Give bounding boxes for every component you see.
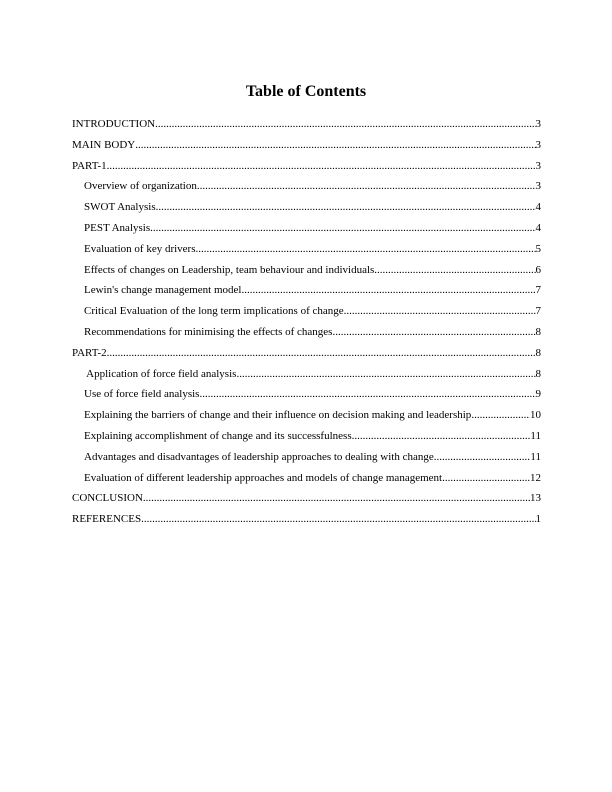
- toc-leader-dots: [150, 218, 535, 239]
- toc-page-number: 3: [535, 118, 541, 130]
- toc-page-number: 3: [535, 159, 541, 172]
- toc-page-number: 13: [530, 492, 541, 505]
- toc-entry[interactable]: [72, 156, 541, 177]
- toc-entry[interactable]: [72, 260, 541, 281]
- toc-leader-dots: [352, 426, 531, 447]
- toc-page-number: 11: [530, 429, 541, 442]
- toc-entry[interactable]: [72, 301, 541, 322]
- toc-leader-dots: [374, 260, 535, 281]
- toc-entry-label: Recommendations for minimising the effects of changes: [84, 325, 333, 338]
- toc-entry[interactable]: [72, 488, 541, 509]
- toc-page-number: 9: [535, 388, 541, 401]
- toc-leader-dots: [442, 468, 530, 489]
- toc-entry[interactable]: [72, 218, 541, 239]
- toc-entry[interactable]: [72, 426, 541, 447]
- toc-page-number: 3: [535, 180, 541, 193]
- toc-entry-label: Explaining the barriers of change and their influence on decision making and leadership: [84, 409, 472, 422]
- toc-entry[interactable]: [72, 468, 541, 489]
- toc-leader-dots: [107, 343, 536, 364]
- toc-page-number: 5: [535, 242, 541, 255]
- toc-page-number: 3: [535, 138, 541, 151]
- toc-entry-label: Overview of organization: [84, 180, 197, 193]
- toc-entry-label: PART-1: [72, 159, 107, 172]
- toc-entry[interactable]: [72, 509, 541, 530]
- toc-leader-dots: [199, 384, 535, 405]
- toc-page-number: 8: [535, 367, 541, 380]
- toc-page-number: 6: [535, 263, 541, 276]
- toc-entry[interactable]: [72, 280, 541, 301]
- toc-entry-label: INTRODUCTION: [72, 118, 156, 130]
- toc-leader-dots: [156, 197, 536, 218]
- toc-entry-label: MAIN BODY: [72, 138, 136, 151]
- toc-page-number: 7: [535, 305, 541, 318]
- toc-page-number: 8: [535, 325, 541, 338]
- toc-page-number: 11: [530, 450, 541, 463]
- toc-entry[interactable]: [72, 405, 541, 426]
- toc-leader-dots: [236, 364, 535, 385]
- toc-page-number: 4: [535, 201, 541, 214]
- toc-leader-dots: [143, 488, 530, 509]
- toc-entry-label: Critical Evaluation of the long term implications of change: [84, 305, 344, 318]
- toc-leader-dots: [196, 239, 536, 260]
- toc-entry-label: Lewin's change management model: [84, 284, 242, 297]
- toc-entry-label: Effects of changes on Leadership, team behaviour and individuals: [84, 263, 375, 276]
- toc-entry-label: PEST Analysis: [84, 221, 151, 234]
- toc-page-number: 1: [535, 513, 541, 526]
- toc-entry[interactable]: [72, 384, 541, 405]
- toc-leader-dots: [241, 280, 535, 301]
- toc-entry-label: Evaluation of different leadership approaches and models of change management: [84, 471, 443, 484]
- toc-entry[interactable]: [72, 176, 541, 197]
- page-title: Table of Contents: [245, 83, 367, 100]
- toc-entry[interactable]: [72, 135, 541, 156]
- toc-entry-label: Application of force field analysis: [84, 367, 237, 380]
- toc-page-number: 7: [535, 284, 541, 297]
- toc-entry[interactable]: [72, 447, 541, 468]
- toc-entry-label: Evaluation of key drivers: [84, 242, 196, 255]
- toc-entry-label: SWOT Analysis: [84, 201, 156, 214]
- toc-entry-label: Explaining accomplishment of change and its successfulness: [84, 429, 352, 442]
- toc-entry[interactable]: [72, 322, 541, 343]
- toc-entry-label: PART-2: [72, 346, 107, 359]
- toc-entry[interactable]: [72, 343, 541, 364]
- toc-entry[interactable]: [72, 364, 541, 385]
- toc-page-number: 12: [530, 471, 541, 484]
- toc-page-number: 8: [535, 346, 541, 359]
- toc-entry[interactable]: [72, 114, 541, 135]
- toc-leader-dots: [197, 176, 536, 197]
- toc-leader-dots: [141, 509, 535, 530]
- toc-leader-dots: [332, 322, 535, 343]
- toc-leader-dots: [344, 301, 536, 322]
- toc-entry[interactable]: [72, 197, 541, 218]
- toc-entry-label: REFERENCES: [72, 513, 142, 526]
- toc-entry-label: Use of force field analysis: [84, 388, 200, 401]
- toc-entry-label: CONCLUSION: [72, 492, 143, 505]
- toc-leader-dots: [471, 405, 530, 426]
- toc-leader-dots: [434, 447, 531, 468]
- toc-entry[interactable]: [72, 239, 541, 260]
- toc-entry-label: Advantages and disadvantages of leadership approaches to dealing with change: [84, 450, 434, 463]
- toc-leader-dots: [155, 114, 535, 135]
- toc-leader-dots: [107, 156, 536, 177]
- toc-page-number: 4: [535, 221, 541, 234]
- toc-leader-dots: [135, 135, 535, 156]
- table-of-contents: [72, 114, 541, 530]
- toc-page-number: 10: [530, 409, 541, 422]
